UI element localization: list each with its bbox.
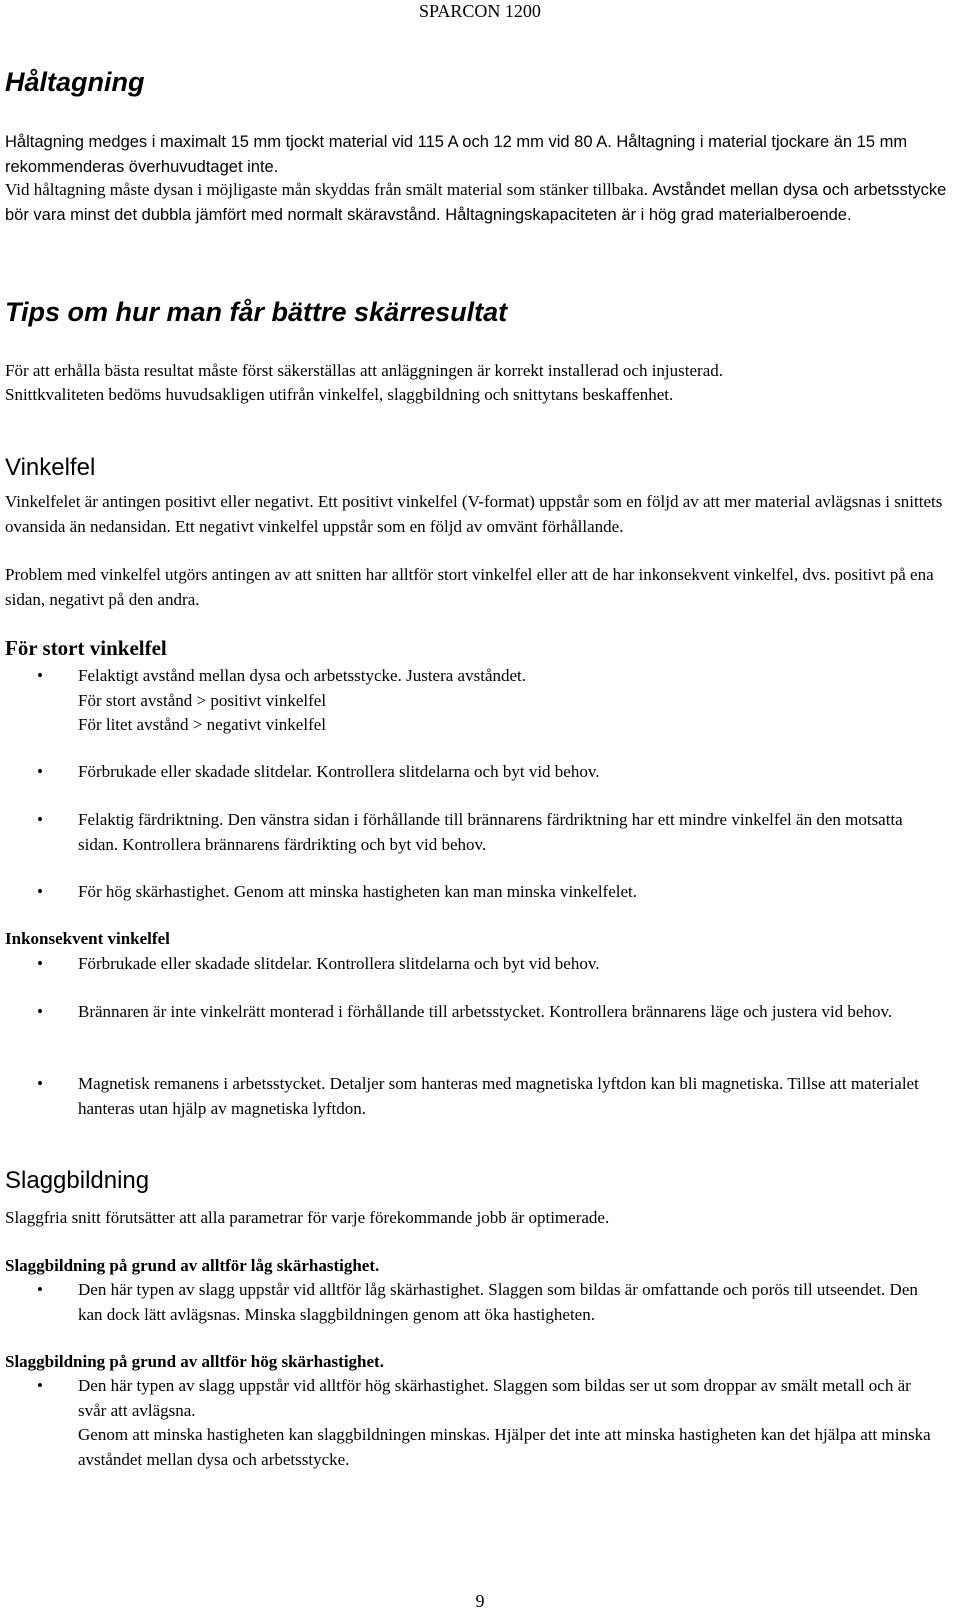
section-title-haltagning: Håltagning bbox=[5, 67, 145, 97]
inkonsekvent-list-3 bbox=[0, 1072, 960, 1121]
slagg-high-title: Slaggbildning på grund av alltför hög skärhastighet. bbox=[5, 1352, 384, 1371]
haltagning-paragraph-2a: Vid håltagning måste dysan i möjligaste mån skyddas från smält material som stänker tillbaka. bbox=[5, 180, 653, 199]
section-title-slaggbildning: Slaggbildning bbox=[5, 1167, 150, 1194]
list-item: • Magnetisk remanens i arbetsstycket. Detaljer som hanteras med magnetiska lyftdon kan bli magnetiska. Tillse att materialet hanteras utan hjälp av magnetiska lyftdon. bbox=[0, 1072, 960, 1121]
inkonsekvent-list-1 bbox=[0, 952, 960, 977]
for-stort-list-2 bbox=[0, 760, 960, 785]
list-item: • Brännaren är inte vinkelrätt monterad i förhållande till arbetsstycket. Kontrollera brännarens läge och justera vid behov. bbox=[0, 1000, 960, 1025]
for-stort-list-3 bbox=[0, 808, 960, 857]
list-item bbox=[0, 664, 960, 738]
inkonsekvent-list-2 bbox=[0, 1000, 960, 1025]
subsection-title-inkonsekvent: Inkonsekvent vinkelfel bbox=[5, 929, 170, 948]
list-item-line: För litet avstånd > negativt vinkelfel bbox=[78, 715, 327, 734]
for-stort-list bbox=[0, 664, 960, 738]
vinkelfel-paragraph-2: Problem med vinkelfel utgörs antingen av att snitten har alltför stort vinkelfel eller att de har inkonsekvent vinkelfel, dvs. positivt på ena sidan, negativt på den andra. bbox=[5, 565, 934, 609]
haltagning-paragraph-2b: Avståndet mellan dysa och arbetsstycke bör vara minst det dubbla jämfört med normalt skäravstånd. Håltagningskapaciteten är i hög grad materialberoende. bbox=[5, 181, 947, 224]
haltagning-paragraph-2 bbox=[5, 178, 957, 227]
haltagning-paragraph-1: Håltagning medges i maximalt 15 mm tjockt material vid 115 A och 12 mm vid 80 A. Håltagning i material tjockare än 15 mm rekommenderas överhuvudtaget inte. bbox=[5, 133, 908, 176]
list-item bbox=[0, 1374, 960, 1472]
list-item: • Den här typen av slagg uppstår vid alltför låg skärhastighet. Slaggen som bildas är omfattande och porös till utseendet. Den kan dock lätt avlägsnas. Minska slaggbildningen genom att öka hastigheten. bbox=[0, 1278, 960, 1327]
list-item: • För hög skärhastighet. Genom att minska hastigheten kan man minska vinkelfelet. bbox=[0, 880, 960, 905]
subsection-title-for-stort: För stort vinkelfel bbox=[5, 636, 167, 660]
tips-paragraph-1: För att erhålla bästa resultat måste först säkerställas att anläggningen är korrekt installerad och injusterad. bbox=[5, 361, 724, 380]
slaggbildning-intro: Slaggfria snitt förutsätter att alla parametrar för varje förekommande jobb är optimerade. bbox=[5, 1208, 610, 1227]
section-title-vinkelfel: Vinkelfel bbox=[5, 454, 96, 481]
vinkelfel-paragraph-1: Vinkelfelet är antingen positivt eller negativt. Ett positivt vinkelfel (V-format) uppstår som en följd av att mer material avlägsnas i snittets ovansida än nedansidan. Ett negativt vinkelfel uppstår som en följd av omvänt förhållande. bbox=[5, 492, 943, 536]
slagg-low-title: Slaggbildning på grund av alltför låg skärhastighet. bbox=[5, 1256, 380, 1275]
list-item-line: • Den här typen av slagg uppstår vid alltför hög skärhastighet. Slaggen som bildas ser ut som droppar av smält metall och är svår att avlägsna. bbox=[78, 1376, 911, 1420]
list-item-line: • Felaktigt avstånd mellan dysa och arbetsstycke. Justera avståndet. bbox=[78, 666, 527, 685]
slagg-low-list bbox=[0, 1278, 960, 1327]
list-item-line: Genom att minska hastigheten kan slaggbildningen minskas. Hjälper det inte att minska hastigheten kan det hjälpa att minska avståndet mellan dysa och arbetsstycke. bbox=[78, 1425, 931, 1469]
list-item-line: För stort avstånd > positivt vinkelfel bbox=[78, 690, 327, 710]
section-title-tips: Tips om hur man får bättre skärresultat bbox=[5, 297, 508, 327]
page-number: 9 bbox=[475, 1591, 485, 1611]
document-header: SPARCON 1200 bbox=[419, 1, 541, 21]
tips-paragraph-2: Snittkvaliteten bedöms huvudsakligen utifrån vinkelfel, slaggbildning och snittytans beskaffenhet. bbox=[5, 385, 674, 404]
slagg-high-list bbox=[0, 1374, 960, 1472]
for-stort-list-4 bbox=[0, 880, 960, 905]
list-item: • Förbrukade eller skadade slitdelar. Kontrollera slitdelarna och byt vid behov. bbox=[0, 760, 960, 785]
list-item: • Förbrukade eller skadade slitdelar. Kontrollera slitdelarna och byt vid behov. bbox=[0, 952, 960, 977]
list-item: • Felaktig färdriktning. Den vänstra sidan i förhållande till brännarens färdriktning har ett mindre vinkelfel än den motsatta sidan. Kontrollera brännarens färdrikting och byt vid behov. bbox=[0, 808, 960, 857]
